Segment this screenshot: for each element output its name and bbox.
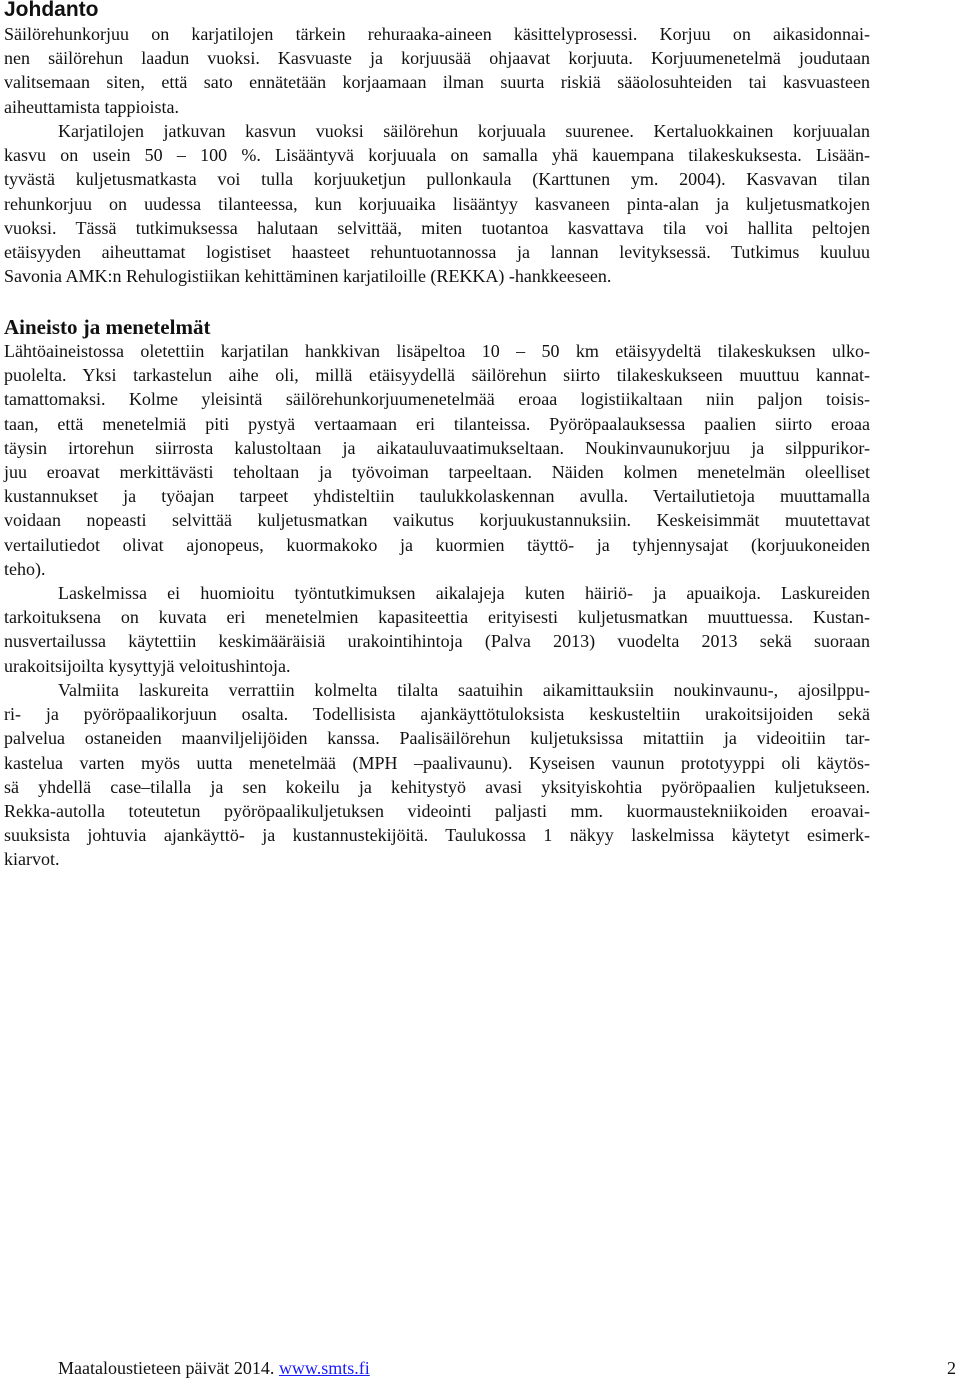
text-line: kustannukset ja työajan tarpeet yhdisteltiin taulukkolaskennan avulla. Vertailutietoja muuttamalla [4, 486, 870, 507]
methods-paragraph-3 [4, 678, 870, 872]
text-line: Lähtöaineistossa oletettiin karjatilan hankkivan lisäpeltoa 10 – 50 km etäisyydeltä tilakeskuksen ulko- [4, 341, 870, 361]
section-heading-intro: Johdanto [4, 0, 99, 21]
text-line: voidaan nopeasti selvittää kuljetusmatkan vaikutus korjuukustannuksiin. Keskeisimmät muutettavat [4, 510, 870, 531]
text-line: Savonia AMK:n Rehulogistiikan kehittäminen karjatiloille (REKKA) -hankkeeseen. [4, 266, 612, 287]
text-line: valitsemaan siten, että sato ennätetään korjaamaan ilman suurta riskiä sääolosuhteiden tai kasvuasteen [4, 72, 870, 93]
text-line: urakoitsijoilta kysyttyjä veloitushintoja. [4, 655, 291, 676]
text-line: rehunkorjuu on uudessa tilanteessa, kun korjuuaika lisääntyy kasvaneen pinta-alan ja kuljetusmatkojen [4, 193, 870, 214]
text-line: tyvästä kuljetusmatkasta voi tulla korjuuketjun pullonkaula (Karttunen ym. 2004). Kasvavan tilan [4, 169, 870, 190]
text-line: taan, että menetelmiä piti pystyä vertaamaan eri tilanteissa. Pyöröpaalauksessa paalien siirto eroaa [4, 413, 870, 434]
section-heading-methods: Aineisto ja menetelmät [4, 315, 211, 339]
methods-paragraph-1 [4, 339, 870, 581]
text-line: puolelta. Yksi tarkastelun aihe oli, millä etäisyydellä säilörehun siirto tilakeskukseen muuttuu kannat- [4, 365, 870, 386]
text-line: Valmiita laskureita verrattiin kolmelta tilalta saatuihin aikamittauksiin noukinvaunu-, ajosilppu- [58, 680, 870, 700]
text-line: juu eroavat merkittävästi teholtaan ja työvoiman tarpeeltaan. Näiden kolmen menetelmän oleelliset [4, 462, 870, 483]
text-line: aiheuttamista tappioista. [4, 96, 179, 117]
text-line: kasvu on usein 50 – 100 %. Lisääntyvä korjuuala on samalla yhä kauempana tilakeskuksesta. Lisään- [4, 145, 870, 166]
text-line: nen säilörehun laadun vuoksi. Kasvuaste ja korjuusää ohjaavat korjuuta. Korjuumenetelmä joudutaan [4, 48, 870, 69]
intro-paragraph-2 [4, 119, 870, 288]
text-line: tamattomaksi. Kolme yleisintä säilörehunkorjuumenetelmää eroaa logistiikaltaan niin paljon toisis- [4, 389, 870, 410]
footer-text: Maataloustieteen päivät 2014. [58, 1358, 279, 1378]
text-line: etäisyyden aiheuttamat logistiset haasteet rehuntuotannossa ja lannan levityksessä. Tutkimus kuuluu [4, 242, 870, 263]
text-line: nusvertailussa käytettiin keskimääräisiä urakointihintoja (Palva 2013) vuodelta 2013 sekä suoraan [4, 631, 870, 652]
text-line: ri- ja pyöröpaalikorjuun osalta. Todellisista ajankäyttötuloksista keskusteltiin urakoitsijoiden sekä [4, 704, 870, 725]
intro-paragraph-1 [4, 22, 870, 119]
text-line: Laskelmissa ei huomioitu työntutkimuksen aikalajeja kuten häiriö- ja apuaikoja. Laskureiden [58, 583, 870, 603]
footer-link[interactable]: www.smts.fi [278, 1358, 370, 1378]
text-line: vertailutiedot olivat ajonopeus, kuormakoko ja kuormien täyttö- ja tyhjennysajat (korjuukoneiden [4, 534, 870, 555]
page-footer [58, 1357, 370, 1379]
text-line: tarkoituksena on kuvata eri menetelmien kapasiteettia erityisesti kuljetusmatkan muuttuessa. Kustan- [4, 607, 870, 628]
text-line: Rekka-autolla toteutetun pyöröpaalikuljetuksen videointi paljasti mm. kuormaustekniikoiden eroavai- [4, 801, 870, 822]
text-line: Karjatilojen jatkuvan kasvun vuoksi säilörehun korjuuala suurenee. Kertaluokkainen korjuualan [58, 121, 870, 141]
text-line: Säilörehunkorjuu on karjatilojen tärkein rehuraaka-aineen käsittelyprosessi. Korjuu on aikasidonnai- [4, 24, 870, 44]
text-line: kastelua varten myös uutta menetelmää (MPH –paalivaunu). Kyseisen vaunun prototyyppi oli käytös- [4, 752, 870, 773]
text-line: palvelua ostaneiden maanviljelijöiden kanssa. Paalisäilörehun kuljetuksissa mitattiin ja videoitiin tar- [4, 728, 870, 749]
text-line: kiarvot. [4, 849, 60, 870]
methods-paragraph-2 [4, 581, 870, 678]
text-line: vuoksi. Tässä tutkimuksessa halutaan selvittää, miten tuotantoa kasvattava tila voi hallita peltojen [4, 217, 870, 238]
text-line: teho). [4, 558, 46, 579]
page-number: 2 [947, 1358, 956, 1378]
text-line: sä yhdellä case–tilalla ja sen kokeilu ja kehitystyö avasi yksityiskohtia pyöröpaalien kuljetukseen. [4, 776, 870, 797]
text-line: täysin irtorehun siirrosta kalustoltaan ja aikatauluvaatimukseltaan. Noukinvaunukorjuu ja silppurikor- [4, 437, 870, 458]
text-line: suuksista johtuvia ajankäyttö- ja kustannustekijöitä. Taulukossa 1 näkyy laskelmissa käytetyt esimerk- [4, 825, 870, 846]
